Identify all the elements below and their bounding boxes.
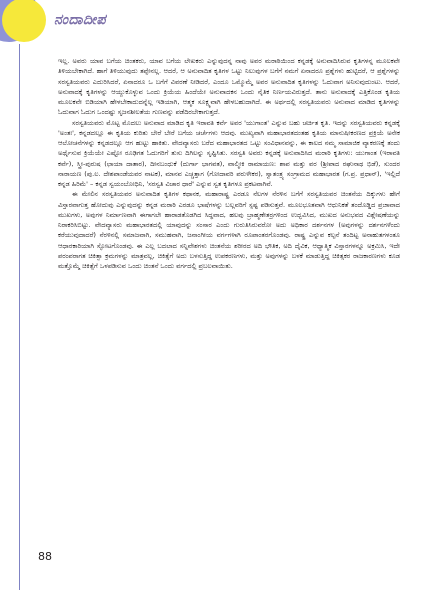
running-head: ನಂದಾದೀಪ bbox=[54, 12, 107, 28]
page-number: 88 bbox=[38, 550, 52, 563]
paragraph: ಈ ಮೇಲಿನ ಸರಸ್ವತಿಯವರ ಅನುವಾದಿತ ಕೃತಿಗಳ ಕಥಾನಕ, ಮಹಾರಾಷ್ಟ್ರ ಎರಡೂ ನೆಲಗಳ ನೆರಳಿನ ಬಗೆಗೆ ಸರಸ್ವತಿಯವರ ಚಿಂತನೆಯ ದಿಕ್ಕುಗಳು ಹೇಗೆ ವಿಸ್ತಾರವಾಗುತ್ತ ಹೋದುವು ಎನ್ನುವುದನ್ನು ಕನ್ನಡ ಮರಾಠಿ ಎರಡೂ ಭಾಷೆಗಳನ್ನು ಬಲ್ಲವರಿಗೆ ಸ್ಪಷ್ಟ ಪಡಿಸುತ್ತವೆ. ಮೂಲಭೂತವಾಗಿ ಆಧುನಿಕತೆ ತಂದೊಡ್ಡಿದ ಪ್ರಜಾವಾದ ಮುಖಗಳು, ಅವುಗಳ ನಿರ್ಮಾಣವಾಗಿ ಈಗಾಗಲೇ ಹಾರಾಡತೊಡಗಿದ ಸಿದ್ಧವಾದ, ಹಲವು ಬ್ರಾಹ್ಮಣೇತರ್ರಗಳಿಂದ ಉದ್ಭವಿಸಿದ, ಮುಖದ ಅನುಭವದ ವಿಶ್ಲೇಷಣೆಯನ್ನು ನಿರಾಕರಿಸಿಬಿಟ್ಟು. ವೇದವ್ಯಾಸರು ಮಹಾಭಾರತದಲ್ಲಿ ಯಾವುದನ್ನು ಸಂಸಾರ ಎಂದು ಗುರುತಿಸಿರುವರೋ ಅದು ಅಧಿಕಾರ ದರ್ಶನಗಳ (ಅವುಗಳನ್ನು ದರ್ಶನಗಳೆಂದು ಕರೆಯುವುದಾದರೆ) ನೆರಳಿನಲ್ಲಿ ಸಮಾಜವಾಗಿ, ಸಮುಹವಾಗಿ, ಜನಾಂಗೀಯ ವರ್ಗಗಳಾಗಿ ರೂಪಾಂತರಗೊಂಡವು. ರಾಷ್ಟ್ರ ಎನ್ನುವ ಕಲ್ಪನೆ ತಂದಿಟ್ಟ ಅನಾಹುತಗಳಂತೂ ಆಧಾರಕಾರಿಯಾಗಿ ಸ್ಫೋಟಗೊಂಡವು. ಈ ಎಲ್ಲ ಬದಲಾದ ಸನ್ನಿವೇಶಗಳು ಚಿಂತನೆಯ ಶರೀರದ ಅದಿ ಭೌತಿಕ, ಅದಿ ದೈವಿಕ, ಆಧ್ಯಾತ್ಮಿಕ ವಿಸ್ತಾರಗಳನ್ನೂ ಅಕ್ರಮಿಸಿ, ಇದೇ ಪರಂಪರಾಗತ ಚಿಕಿತ್ಸಾ ಕ್ರಮಗಳನ್ನು ಮಾತ್ರವಲ್ಲ, ಚಿಕಿತ್ಸೆಗೆ ಅದು ಬಳಸುತ್ತಿದ್ದ ಉಪಕರಣಗಳು, ಮತ್ತು ಅವುಗಳನ್ನು ಬಳಕೆ ಮಾಡುತ್ತಿದ್ದ ಚಿಕಿತ್ಸಕರ ರಾಜಕಾರಣಗಳು ಕೂಡ ಮತ್ತೊಮ್ಮೆ ಚಿಕಿತ್ಸೆಗೆ ಒಳಪಡಿಸುವ ಒಂದು ಚಿಂತನೆ ಒಂದು ವರ್ಗದಲ್ಲಿ ಪ್ರಬಲವಾಯಿತು. bbox=[58, 190, 400, 270]
left-margin-rule bbox=[19, 44, 20, 590]
paragraph: ಇಲ್ಲ. ಅವರು ಯಾವ ಬಗೆಯ ಚಿಂತಕರು, ಯಾವ ಬಗೆಯ ಲೇಖಕರು ಎನ್ನುವುದನ್ನ ನಾವು ಅವರ ಮರಾಠಿಯಿಂದ ಕನ್ನಡಕ್ಕೆ ಅನುವಾದಿಸಿರುವ ಕೃತಿಗಳನ್ನ ಮೂಲಕವೇ ತಿಳಿಯಬೇಕಾಗಿದೆ. ಹಾಗೆ ತಿಳಿಯುವುದು ತಪ್ಪೇನಲ್ಲ. ಆದರೆ, ಆ ಅನುವಾದಿತ ಕೃತಿಗಳ ಒಟ್ಟು ನಿಲುವುಗಳ ಬಗೆಗೆ ನಮಗೆ ಏನಾದರೂ ಪ್ರಶ್ನೆಗಳು ಹುಟ್ಟಿದರೆ, ಆ ಪ್ರಶ್ನೆಗಳನ್ನು ಸರಸ್ವತಿಯವರು ಎದುರಿಸಿದರೆ, ಏನಾದರೂ ಒ ಬಗೆಗೆ ವಿವರಣೆ ನೀಡಿದರೆ, ಎಂದೂ ಒಮ್ಮೊಮ್ಮೆ ಅವರ ಅನುವಾದಿತ ಕೃತಿಗಳನ್ನು ಓದುವಾಗ ಅನಿಸುವುದುಂಟು. ಆದರೆ, ಅನುವಾದಕ್ಕೆ ಕೃತಿಗಳನ್ನು ಆಯ್ದುಕೊಳ್ಳುವ ಒಂದು ಕ್ರಿಯೆಯ ಹಿಂದೆಯೇ ಅನುವಾದಕನ ಒಂದು ನೈತಿಕ ನಿರ್ಣಯವಿರುತ್ತದೆ. ತಾನು ಅನುವಾದಕ್ಕೆ ಎತ್ತಿಕೊಂಡ ಕೃತಿಯ ಮೂಲಕವೇ ಬಿಡಿಯಾಗಿ ಹೇಳಬೇಕಾದುದನ್ನೆಲ್ಲ ಇಡಿಯಾಗಿ, ಆತ್ಮಕ ಸೂಕ್ಷ್ಮವಾಗಿ ಹೇಳಬಹುದಾಗಿದೆ. ಈ ಅರ್ಥದಲ್ಲಿ ಸರಸ್ವತಿಯವರು ಅನುವಾದ ಮಾಡಿದ ಕೃತಿಗಳನ್ನು ಓದುವಾಗ ಓದುಗ ಒಂದಷ್ಟು ಸೃಜನಶೀಲತೆಯ ಗುಣವನ್ನು ಪಡೆದಿರಬೇಕಾಗುತ್ತದೆ. bbox=[58, 57, 400, 117]
header-band bbox=[0, 0, 422, 42]
body-text bbox=[58, 56, 400, 271]
paragraph: ಸರಸ್ವತಿಯವರು ಮೊಟ್ಟ ಮೊದಲು ಅನುವಾದ ಮಾಡಿದ ಕೃತಿ ಇರಾವತಿ ಕರ್ವೆ ಅವರ 'ಯುಗಾಂತ' ಎನ್ನುವ ಬಹು ಚರ್ಚಿತ ಕೃತಿ. ಇದನ್ನು ಸರಸ್ವತಿಯವರು ಕನ್ನಡಕ್ಕೆ 'ಅಂತಃ', ಕನ್ನಡದಲ್ಲೂ ಈ ಕೃತಿಯ ಕುರಿತು ಬೇರೆ ಬೇರೆ ಬಗೆಯ ಚರ್ಚೆಗಳು ಆದವು. ಮುಖ್ಯವಾಗಿ ಮಹಾಭಾರತದಂತಹ ಕೃತಿಯ ಮಾನುಷೀಕರಣದ ಪ್ರಕ್ರಿಯೆ ಅನೇಕ ಆಲೋಚನೆಗಳನ್ನು ಕನ್ನಡದಲ್ಲೂ ಆಗ ಹುಟ್ಟು ಹಾಕಿತು. ವೇದವ್ಯಾಸರು ಬರೆದ ಮಹಾಭಾರತದ ಒಟ್ಟು ಸಂವಿಧಾನವನ್ನು, ಈ ಕಾಲದ ನಮ್ಮ ಸಾಮಾಜಿಕ ವ್ಯಾಕರಣಕ್ಕೆ ತಂದು ಅರ್ಥೈಸುವ ಕ್ರಿಯೆಯೇ ಎಷ್ಟೋ ರೂಢಿಗತ ಓದುಗರಿಗೆ ತುಸು ದಿಗಿಲನ್ನು ಸೃಷ್ಟಿಸಿತು. ಸರಸ್ವತಿ ಅವರು ಕನ್ನಡಕ್ಕೆ ಅನುವಾದಿಸಿದ ಮರಾಠಿ ಕೃತಿಗಳು: ಯುಗಾಂತ (ಇರಾವತಿ ಕರ್ವೆ), ಸ್ತ್ರೀ-ಪುರುಷ (ಛಾಯಾ ದಾತಾರ), ದೀನಬಂಧುಕೆ (ದುರ್ಗಾ ಭಾಗವತ), ವಾಲ್ಮೀಕಿ ರಾಮಾಯಣ: ಶಾಪ ಮತ್ತು ವರ (ಶ್ರೀಪಾದ ರಘುನಾಥ ಭಿಡೆ), ಸುಂದರ ನಾರಾಯಣ (ಪು.ಲ. ದೇಶಪಾಂಡೆಯವರ ನಾಟಕ), ಮಾನವ ಎಚ್ಚತ್ತಾಗ (ಗೋದಾವರಿ ಪರುಳೇಕರ), ಸ್ವಾತಂತ್ರ್ಯ ಸಂಗ್ರಾಮದ ಮಹಾಭಾರತ (ಗ.ಪ್ರ. ಪ್ರಧಾನ್), 'ಇಲ್ಲಿದೆ ಕನ್ನಡ ಹಿರಿಮೆ' – ಕನ್ನಡ ಸ್ವಯಂಬೋಧಿನಿ, 'ಸರಸ್ವತಿ ವಿಚಾರ ಧಾರೆ' ಎನ್ನುವ ಸ್ವತ ಕೃತಿಗಳೂ ಪ್ರಕಟವಾಗಿವೆ. bbox=[58, 118, 400, 188]
decorative-yellow-circle bbox=[2, 0, 46, 42]
